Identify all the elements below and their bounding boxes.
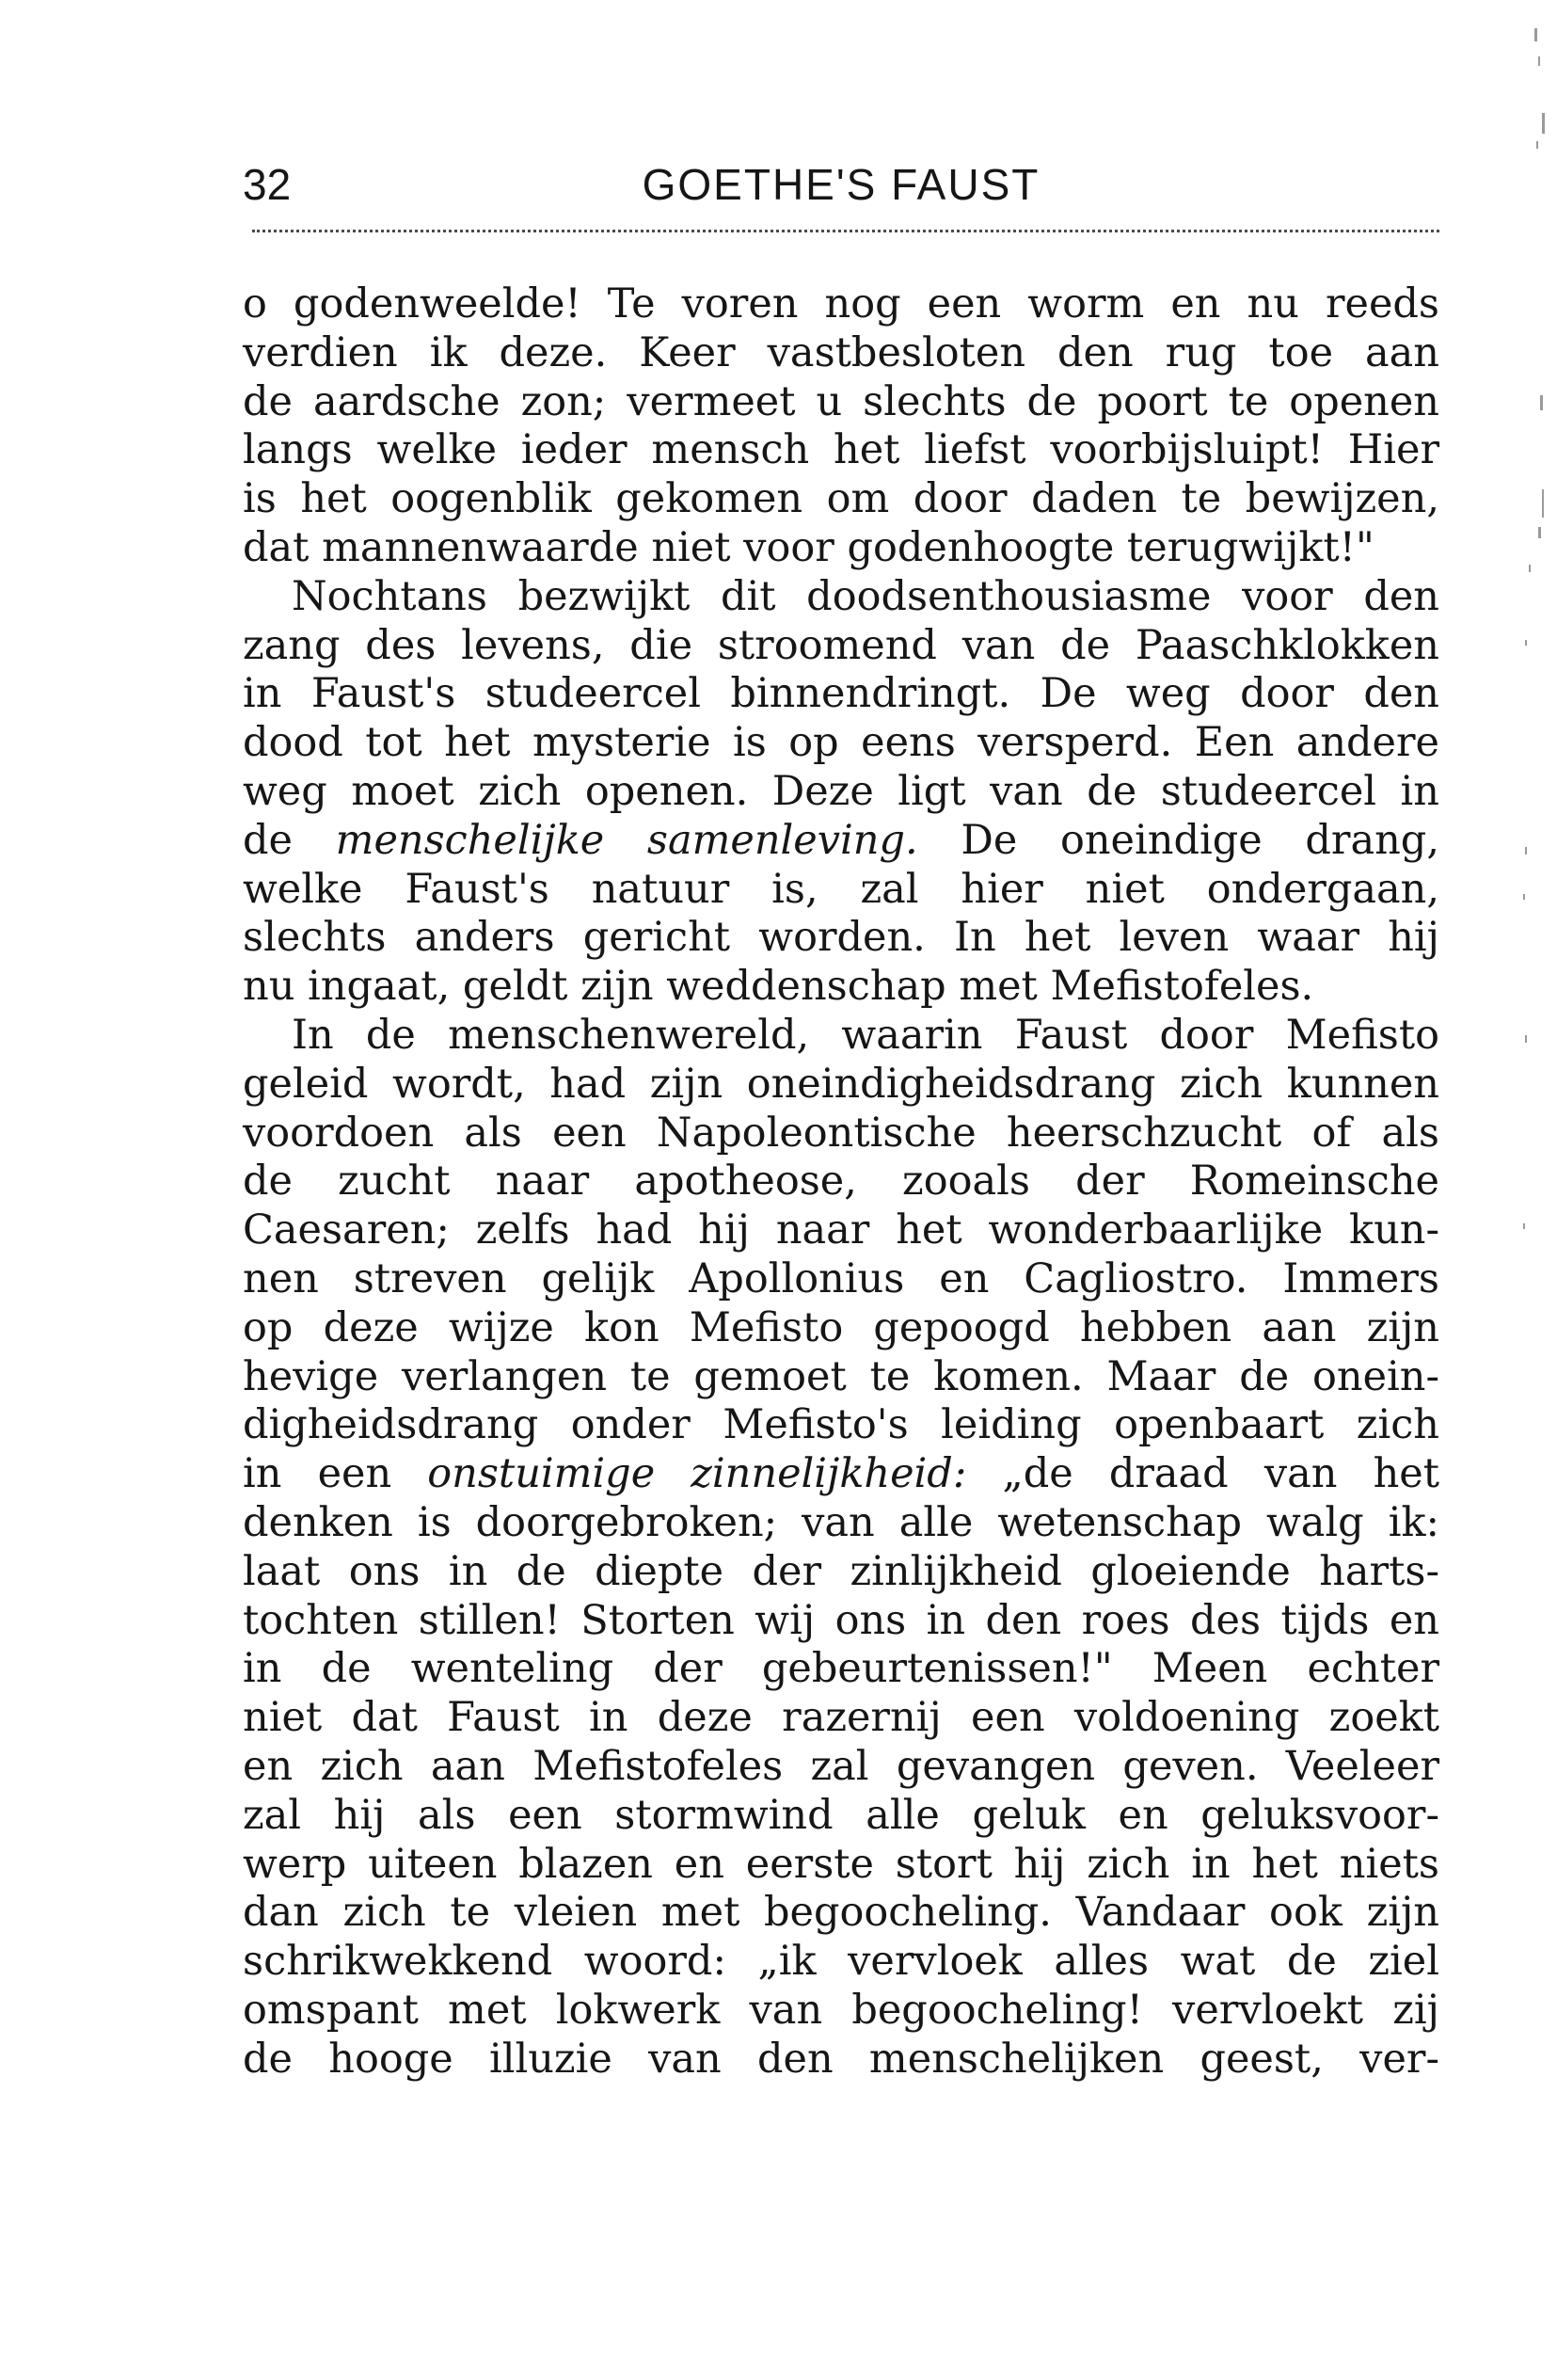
text-line: de zucht naar apotheose, zooals der Romeinsche bbox=[243, 1158, 1439, 1206]
text-line: tochten stillen! Storten wij ons in den roes des tijds en bbox=[243, 1596, 1439, 1644]
text-line: in de wenteling der gebeurtenissen!" Meen echter bbox=[243, 1645, 1439, 1693]
text-line: Nochtans bezwijkt dit doodsenthousiasme voor den bbox=[292, 572, 1439, 620]
text-line-with-emphasis bbox=[243, 817, 1439, 866]
scan-edge-specks bbox=[1501, 0, 1557, 1600]
text-line: weg moet zich openen. Deze ligt van de studeercel in bbox=[243, 767, 1439, 815]
text-line: dood tot het mysterie is op eens versperd. Een andere bbox=[243, 719, 1439, 767]
text-line: hevige verlangen te gemoet te komen. Maar de onein- bbox=[243, 1352, 1439, 1400]
text-line: dan zich te vleien met begoocheling. Vandaar ook zijn bbox=[243, 1889, 1439, 1937]
text-line: zang des levens, die stroomend van de Paaschklokken bbox=[243, 621, 1439, 669]
text-line: laat ons in de diepte der zinlijkheid gloeiende harts- bbox=[243, 1547, 1439, 1595]
page-header bbox=[243, 141, 1439, 216]
page-number: 32 bbox=[243, 160, 292, 209]
text-line: op deze wijze kon Mefisto gepoogd hebben aan zijn bbox=[243, 1303, 1439, 1351]
line-suffix: „de draad van het bbox=[966, 1450, 1439, 1498]
text-line: verdien ik deze. Keer vastbesloten den rug toe aan bbox=[243, 328, 1439, 376]
text-line-with-emphasis bbox=[243, 1450, 1439, 1499]
text-line: is het oogenblik gekomen om door daden te bewijzen, bbox=[243, 475, 1439, 523]
text-line: o godenweelde! Te voren nog een worm en nu reeds bbox=[243, 280, 1439, 327]
text-line: Caesaren; zelfs had hij naar het wonderbaarlijke kun- bbox=[243, 1206, 1439, 1254]
running-title: GOETHE'S FAUST bbox=[642, 160, 1041, 209]
text-line: de hooge illuzie van den menschelijken geest, ver- bbox=[243, 2035, 1439, 2083]
text-line: nen streven gelijk Apollonius en Cagliostro. Immers bbox=[243, 1254, 1439, 1302]
body-text bbox=[243, 280, 1439, 2084]
text-line: geleid wordt, had zijn oneindigheidsdrang zich kunnen bbox=[243, 1060, 1439, 1108]
line-prefix: de bbox=[243, 816, 336, 864]
text-line: langs welke ieder mensch het liefst voorbijsluipt! Hier bbox=[243, 426, 1439, 474]
text-line: digheidsdrang onder Mefisto's leiding openbaart zich bbox=[243, 1401, 1439, 1449]
emphasized-phrase: onstuimige zinnelijkheid: bbox=[427, 1450, 967, 1498]
text-line: schrikwekkend woord: „ik vervloek alles wat de ziel bbox=[243, 1938, 1439, 1986]
text-line: omspant met lokwerk van begoocheling! vervloekt zij bbox=[243, 1986, 1439, 2034]
dotted-header-rule bbox=[252, 230, 1439, 232]
text-line: nu ingaat, geldt zijn weddenschap met Mefistofeles. bbox=[243, 963, 1314, 1011]
emphasized-phrase: menschelijke samenleving. bbox=[335, 816, 918, 864]
text-line: denken is doorgebroken; van alle wetenschap walg ik: bbox=[243, 1498, 1439, 1546]
text-line: In de menschenwereld, waarin Faust door Mefisto bbox=[292, 1011, 1439, 1059]
line-prefix: in een bbox=[243, 1450, 428, 1498]
text-line: zal hij als een stormwind alle geluk en geluksvoor- bbox=[243, 1791, 1439, 1839]
text-line: voordoen als een Napoleontische heerschzucht of als bbox=[243, 1109, 1439, 1157]
text-line: de aardsche zon; vermeet u slechts de poort te openen bbox=[243, 377, 1439, 425]
text-line: en zich aan Mefistofeles zal gevangen geven. Veeleer bbox=[243, 1742, 1439, 1790]
text-line: slechts anders gericht worden. In het leven waar hij bbox=[243, 914, 1439, 962]
text-line: werp uiteen blazen en eerste stort hij zich in het niets bbox=[243, 1840, 1439, 1888]
text-line: in Faust's studeercel binnendringt. De weg door den bbox=[243, 670, 1439, 718]
text-line: welke Faust's natuur is, zal hier niet ondergaan, bbox=[243, 865, 1439, 913]
text-line: dat mannenwaarde niet voor godenhoogte terugwijkt!" bbox=[243, 523, 1374, 571]
text-line: niet dat Faust in deze razernij een voldoening zoekt bbox=[243, 1694, 1439, 1742]
line-suffix: De oneindige drang, bbox=[917, 816, 1439, 864]
